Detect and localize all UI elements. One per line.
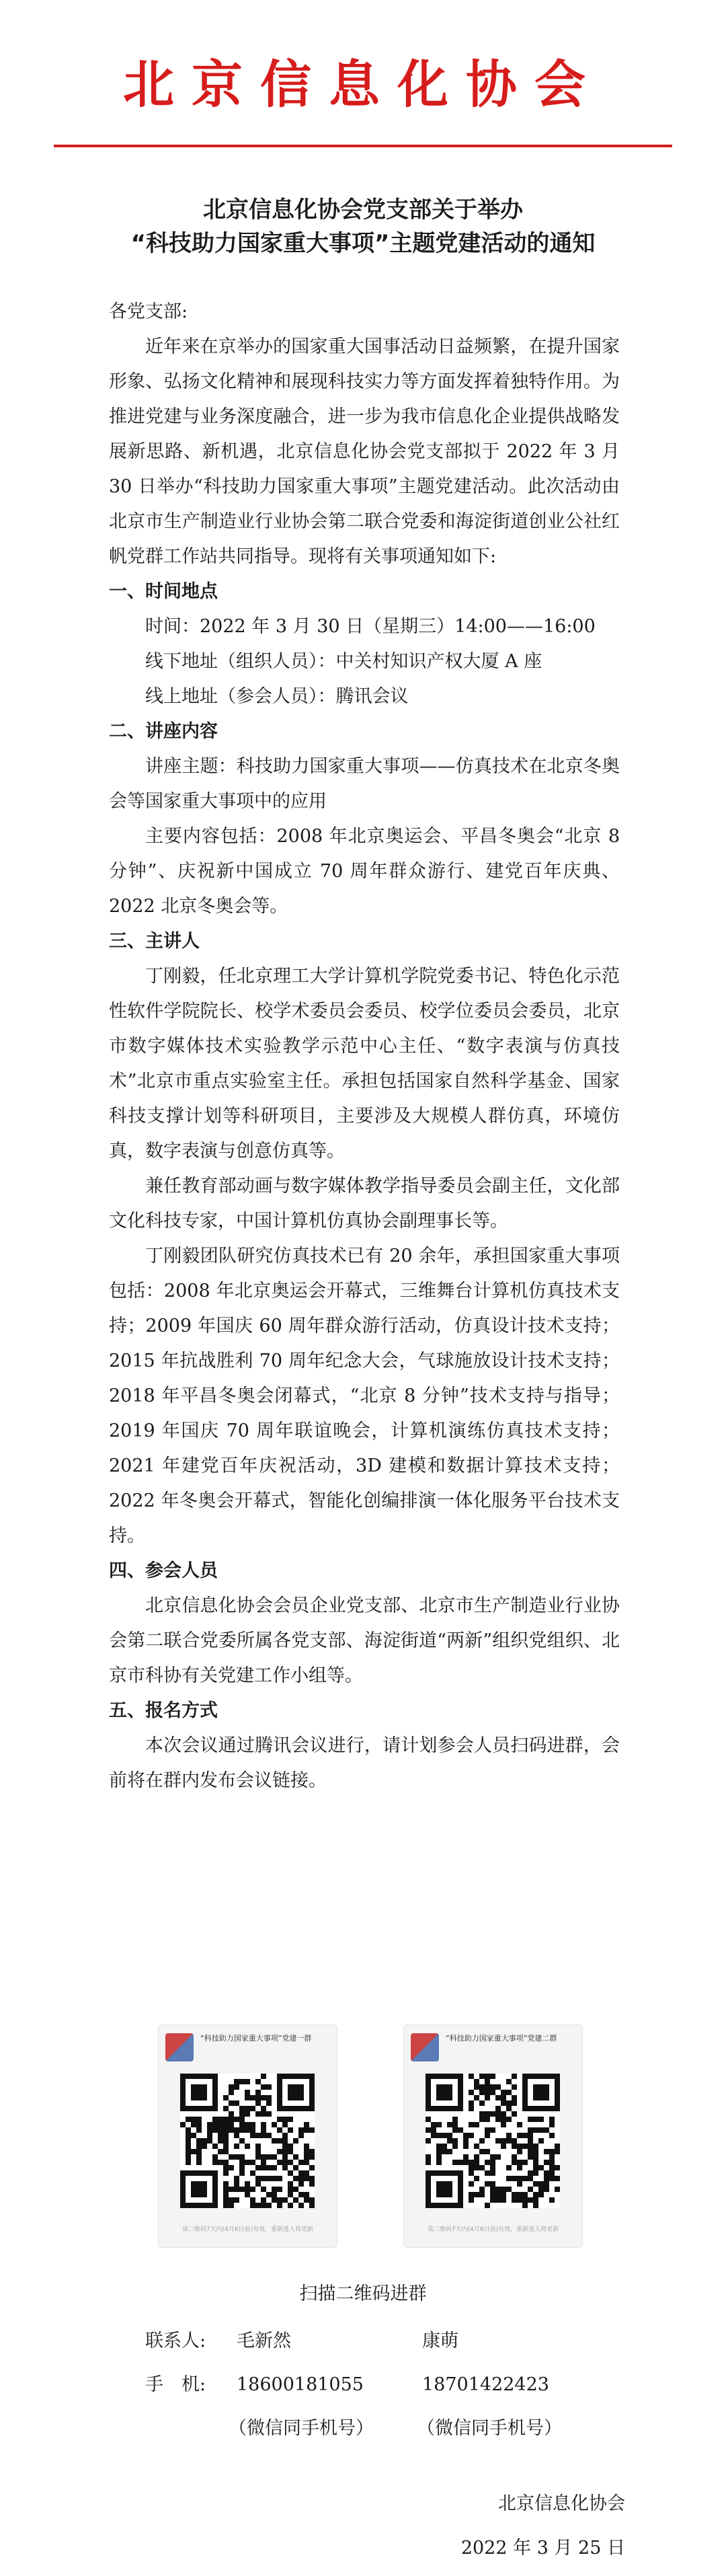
- contact-label-phone: 手 机:: [145, 2374, 206, 2395]
- contact-wechat-2: （微信同手机号）: [417, 2418, 562, 2439]
- speaker-bio-1: 丁刚毅，任北京理工大学计算机学院党委书记、特色化示范性软件学院院长、校学术委员会委员、校学位委员会委员，北京市数字媒体技术实验教学示范中心主任、“数字表演与仿真技术”北京市重点实验室主任。承担包括国家自然科学基金、国家科技支撑计划等科研项目，主要涉及大规模人群仿真，环境仿真，数字表演与创意仿真等。: [109, 966, 620, 1162]
- event-time: 时间：2022 年 3 月 30 日（星期三）14:00——16:00: [145, 616, 596, 637]
- contact-person-2: 康萌: [422, 2331, 458, 2351]
- online-address: 线上地址（参会人员）：腾讯会议: [145, 686, 409, 707]
- section-heading-lecture: 二、讲座内容: [109, 721, 218, 742]
- intro-paragraph: 近年来在京举办的国家重大国事活动日益频繁，在提升国家形象、弘扬文化精神和展现科技实力等方面发挥着独特作用。为推进党建与业务深度融合，进一步为我市信息化企业提供战略发展新思路、新机遇，北京信息化协会党支部拟于 2022 年 3 月 30 日举办“科技助力国家重大事项”主题党建活动。此次活动由北京市生产制造业行业协会第二联合党委和海淀街道创业公社红帆党群工作站共同指导。现将有关事项通知如下:: [109, 336, 620, 567]
- group-name: “科技助力国家重大事项”党建一群: [200, 2034, 312, 2043]
- lecture-topic: 讲座主题：科技助力国家重大事项——仿真技术在北京冬奥会等国家重大事项中的应用: [109, 756, 620, 812]
- section-heading-speaker: 三、主讲人: [109, 931, 200, 952]
- qr-validity-note: 该二维码7天内(4月6日前)有效，重新进入将更新: [182, 2226, 314, 2233]
- title-line-1: 北京信息化协会党支部关于举办: [203, 196, 523, 223]
- attendees-paragraph: 北京信息化协会会员企业党支部、北京市生产制造业行业协会第二联合党委所属各党支部、海淀街道“两新”组织党组织、北京市科协有关党建工作小组等。: [109, 1595, 620, 1686]
- section-heading-attendees: 四、参会人员: [109, 1560, 218, 1581]
- org-header: 北京信息化协会: [123, 54, 603, 114]
- contact-phone-2[interactable]: 18701422423: [422, 2374, 549, 2395]
- qr-card-header: [411, 2033, 575, 2067]
- contact-person-1: 毛新然: [237, 2331, 291, 2351]
- notice-body: [109, 295, 620, 1798]
- offline-address: 线下地址（组织人员）：中关村知识产权大厦 A 座: [145, 651, 542, 672]
- qr-card-group-1[interactable]: [158, 2024, 337, 2248]
- group-avatar-icon: [411, 2033, 439, 2061]
- section-heading-time-place: 一、时间地点: [109, 581, 218, 602]
- qr-card-header: [165, 2033, 330, 2067]
- qr-code-icon[interactable]: [426, 2074, 560, 2208]
- greeting: 各党支部:: [109, 301, 188, 322]
- contact-wechat-1: （微信同手机号）: [229, 2418, 374, 2439]
- title-line-2: “科技助力国家重大事项”主题党建活动的通知: [130, 230, 596, 257]
- qr-code-row: [151, 2024, 581, 2253]
- contact-phone-1[interactable]: 18600181055: [237, 2374, 364, 2395]
- red-divider: [54, 145, 672, 147]
- registration-paragraph: 本次会议通过腾讯会议进行，请计划参会人员扫码进群，会前将在群内发布会议链接。: [109, 1735, 620, 1791]
- qr-caption: 扫描二维码进群: [299, 2283, 427, 2304]
- section-heading-registration: 五、报名方式: [109, 1700, 218, 1721]
- qr-code-icon[interactable]: [180, 2074, 315, 2208]
- qr-card-group-2[interactable]: [403, 2024, 583, 2248]
- signature-date: 2022 年 3 月 25 日: [460, 2538, 625, 2559]
- speaker-bio-3: 丁刚毅团队研究仿真技术已有 20 余年，承担国家重大事项包括：2008 年北京奥运会开幕式，三维舞台计算机仿真技术支持；2009 年国庆 60 周年群众游行活动，仿真设计技术支持；2015 年抗战胜利 70 周年纪念大会，气球施放设计技术支持；2018 年平昌冬奥会闭幕式，“北京 8 分钟”技术支持与指导；2019 年国庆 70 周年联谊晚会，计算机演练仿真技术支持；2021 年建党百年庆祝活动，3D 建模和数据计算技术支持；2022 年冬奥会开幕式，智能化创编排演一体化服务平台技术支持。: [109, 1246, 620, 1546]
- group-avatar-icon: [165, 2033, 194, 2061]
- lecture-content: 主要内容包括：2008 年北京奥运会、平昌冬奥会“北京 8 分钟”、庆祝新中国成立 70 周年群众游行、建党百年庆典、2022 北京冬奥会等。: [109, 826, 620, 917]
- group-name: “科技助力国家重大事项”党建二群: [446, 2034, 557, 2043]
- signature-org: 北京信息化协会: [498, 2493, 625, 2514]
- qr-validity-note: 该二维码7天内(4月6日前)有效，重新进入将更新: [427, 2226, 559, 2233]
- speaker-bio-2: 兼任教育部动画与数字媒体教学指导委员会副主任，文化部文化科技专家，中国计算机仿真协会副理事长等。: [109, 1176, 620, 1232]
- contact-label-person: 联系人:: [145, 2331, 206, 2351]
